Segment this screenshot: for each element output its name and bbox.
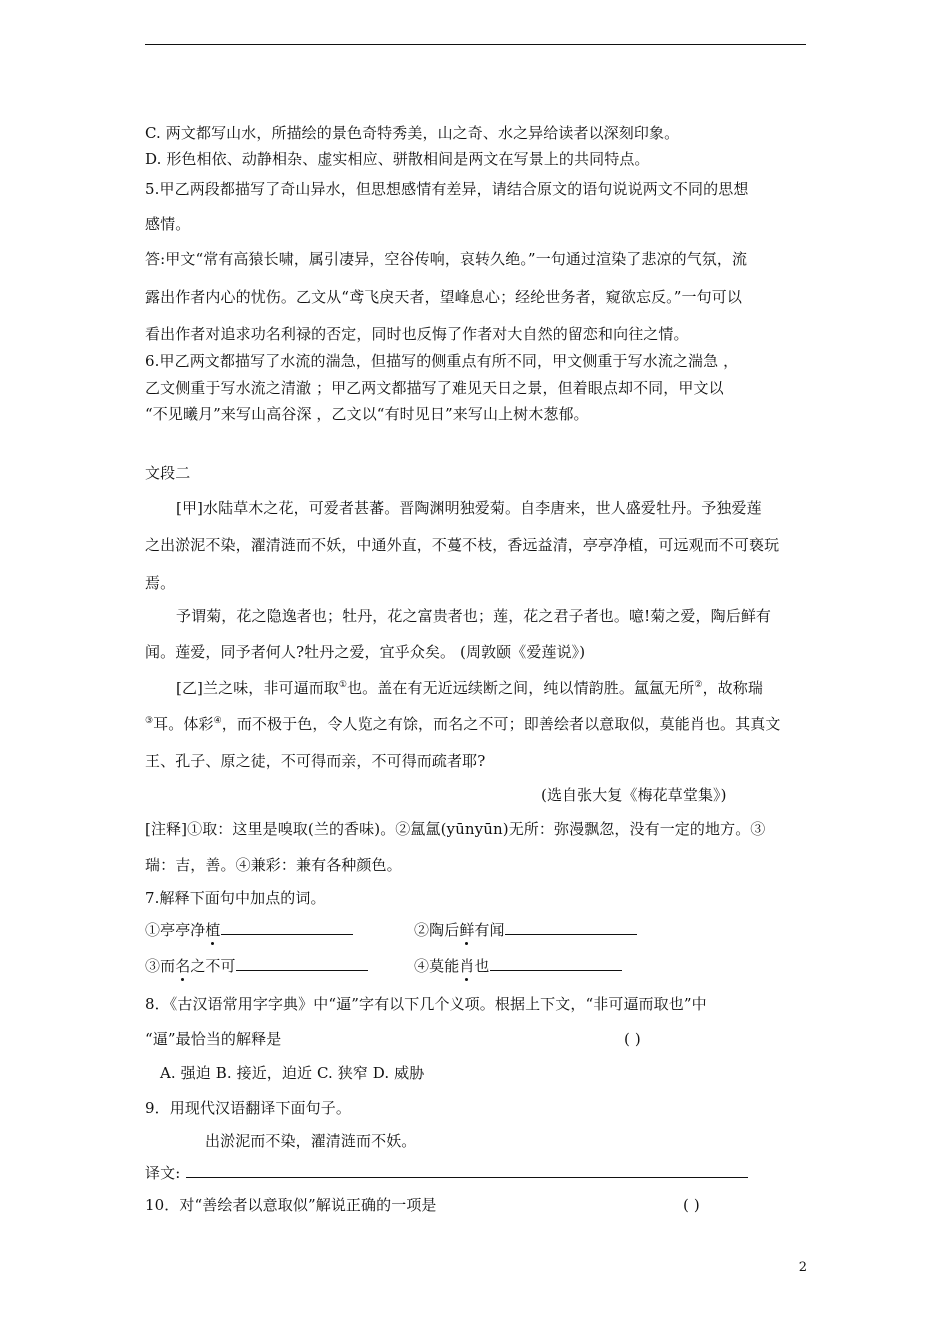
question-7-item-2: ②陶后鲜有闻 xyxy=(414,920,637,940)
option-d: D. 形色相依、动静相杂、虚实相应、骈散相间是两文在写景上的共同特点。 xyxy=(145,150,650,168)
answer-blank[interactable] xyxy=(236,956,368,971)
option-c: C. 两文都写山水，所描绘的景色奇特秀美，山之奇、水之异给读者以深刻印象。 xyxy=(145,124,680,142)
passage-yi-line-3: 王、孔子、原之徒，不可得而亲，不可得而疏者耶? xyxy=(145,752,486,770)
answer-5-line-2: 露出作者内心的忧伤。乙文从“鸢飞戾天者，望峰息心；经纶世务者，窥欲忘反。”一句可以 xyxy=(145,288,742,306)
passage-yi-line-1: [乙]兰之味，非可逼而取①也。盖在有无近远续断之间，纯以情韵胜。氲氲无所②，故称瑞 xyxy=(176,679,763,697)
header-rule xyxy=(145,44,806,45)
emphasis-dot-char: 肖 xyxy=(459,957,475,975)
footnote-mark: ③ xyxy=(145,716,154,726)
emphasis-dot-char: 鲜 xyxy=(459,921,475,939)
section-title: 文段二 xyxy=(145,464,191,482)
emphasis-dot-char: 植 xyxy=(205,921,221,939)
question-9: 9．用现代汉语翻译下面句子。 xyxy=(145,1099,351,1117)
answer-blank[interactable] xyxy=(505,920,637,935)
page-number: 2 xyxy=(798,1260,807,1275)
question-9-answer: 译文: xyxy=(145,1163,748,1183)
question-10-answer-paren[interactable]: ( ) xyxy=(683,1196,700,1214)
emphasis-dot-char: 名 xyxy=(175,957,191,975)
answer-blank[interactable] xyxy=(221,920,353,935)
footnote-mark: ② xyxy=(694,680,703,690)
answer-5-line-1: 答:甲文“常有高猿长啸，属引凄异，空谷传响，哀转久绝。”一句通过渲染了悲凉的气氛，流 xyxy=(145,250,748,268)
annotation-line-2: 瑞：吉，善。④兼彩：兼有各种颜色。 xyxy=(145,856,402,874)
question-8-line-1: 8．《古汉语常用字字典》中“逼”字有以下几个义项。根据上下文，“非可逼而取也”中 xyxy=(145,995,707,1013)
question-9-sentence: 出淤泥而不染，濯清涟而不妖。 xyxy=(205,1132,417,1150)
answer-5-line-3: 看出作者对追求功名利禄的否定，同时也反悔了作者对大自然的留恋和向往之情。 xyxy=(145,325,689,343)
passage-jia-line-5: 闻。莲爱，同予者何人?牡丹之爱，宜乎众矣。 (周敦颐《爱莲说》) xyxy=(145,643,586,661)
question-7: 7.解释下面句中加点的词。 xyxy=(145,889,326,907)
passage-jia-line-2: 之出淤泥不染，濯清涟而不妖，中通外直，不蔓不枝，香远益清，亭亭净植，可远观而不可亵玩 xyxy=(145,536,780,554)
question-10: 10．对“善绘者以意取似”解说正确的一项是 xyxy=(145,1196,437,1214)
question-8-options: A. 强迫 B. 接近，迫近 C. 狭窄 D. 威胁 xyxy=(160,1064,425,1082)
question-8-answer-paren[interactable]: ( ) xyxy=(624,1030,641,1048)
passage-yi-line-2: ③耳。体彩④，而不极于色，令人览之有馀，而名之不可；即善绘者以意取似，莫能肖也。其真文 xyxy=(145,715,781,733)
passage-jia-line-1: [甲]水陆草木之花，可爱者甚蕃。晋陶渊明独爱菊。自李唐来，世人盛爱牡丹。予独爱莲 xyxy=(176,499,762,517)
question-6-line-1: 6.甲乙两文都描写了水流的湍急，但描写的侧重点有所不同，甲文侧重于写水流之湍急 ， xyxy=(145,352,739,370)
question-6-line-2: 乙文侧重于写水流之清澈 ；甲乙两文都描写了难见天日之景，但着眼点却不同，甲文以 xyxy=(145,379,724,397)
question-7-item-3: ③而名之不可 xyxy=(145,956,368,976)
footnote-mark: ④ xyxy=(213,716,222,726)
passage-jia-line-3: 焉。 xyxy=(145,574,176,592)
question-7-item-1: ①亭亭净植 xyxy=(145,920,353,940)
question-8-line-2: “逼”最恰当的解释是 xyxy=(145,1030,282,1048)
question-5-line-1: 5.甲乙两段都描写了奇山异水，但思想感情有差异，请结合原文的语句说说两文不同的思想 xyxy=(145,180,749,198)
question-5-line-2: 感情。 xyxy=(145,215,191,233)
question-7-item-4: ④莫能肖也 xyxy=(414,956,622,976)
passage-jia-line-4: 予谓菊，花之隐逸者也；牡丹，花之富贵者也；莲，花之君子者也。噫!菊之爱，陶后鲜有 xyxy=(176,607,772,625)
question-6-line-3: “不见曦月”来写山高谷深 ，乙文以“有时见日”来写山上树木葱郁。 xyxy=(145,405,589,423)
annotation-line-1: [注释]①取：这里是嗅取(兰的香味)。②氲氲(yūnyūn)无所：弥漫飘忽，没有一定的地方。③ xyxy=(145,820,766,838)
translation-blank[interactable] xyxy=(186,1163,748,1178)
footnote-mark: ① xyxy=(338,680,348,690)
passage-yi-source: (选自张大复《梅花草堂集》) xyxy=(541,786,727,804)
answer-blank[interactable] xyxy=(490,956,622,971)
